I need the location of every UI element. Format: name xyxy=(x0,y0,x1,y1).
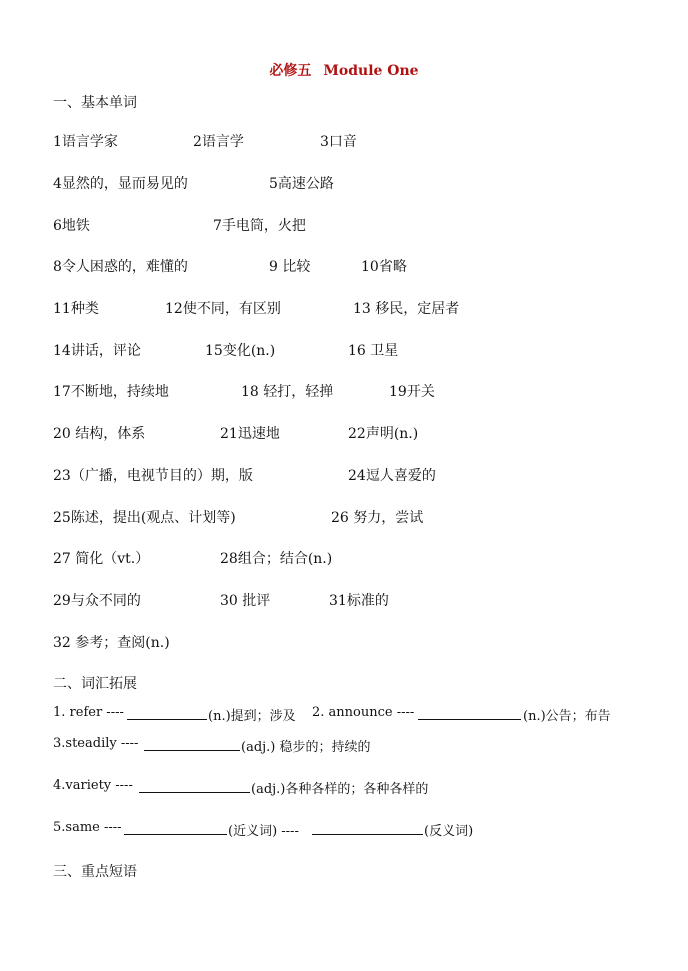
vocab-item: 18 轻打，轻掸 xyxy=(241,384,334,400)
vocab-item: 19开关 xyxy=(389,384,435,400)
expand-meaning-announce: (n.)公告；布告 xyxy=(523,709,611,724)
expand-word-steadily: 3.steadily ---- xyxy=(53,736,139,751)
vocab-item: 25陈述，提出(观点、计划等) xyxy=(53,510,236,526)
vocab-item: 2语言学 xyxy=(193,134,244,150)
answer-blank-same-antonym[interactable] xyxy=(312,820,423,835)
expand-synonym-label: (近义词) ---- xyxy=(228,824,299,839)
vocab-item: 17不断地，持续地 xyxy=(53,384,169,400)
vocab-item: 32 参考；查阅(n.) xyxy=(53,635,170,651)
title-cn: 必修五 xyxy=(269,63,312,79)
vocab-item: 16 卫星 xyxy=(348,343,399,359)
vocab-item: 26 努力，尝试 xyxy=(331,510,424,526)
vocab-item: 8令人困惑的，难懂的 xyxy=(53,259,188,275)
vocab-item: 13 移民，定居者 xyxy=(353,301,460,317)
vocab-item: 23（广播，电视节目的）期，版 xyxy=(53,468,253,484)
vocab-item: 20 结构，体系 xyxy=(53,426,146,442)
vocab-item: 7手电筒，火把 xyxy=(213,218,306,234)
vocab-item: 21迅速地 xyxy=(220,426,280,442)
answer-blank-steadily[interactable] xyxy=(144,736,240,751)
vocab-item: 12使不同，有区别 xyxy=(165,301,281,317)
expand-meaning-refer: (n.)提到；涉及 xyxy=(208,709,296,724)
answer-blank-announce[interactable] xyxy=(418,705,521,720)
title-en: Module One xyxy=(323,63,419,79)
vocab-item: 31标准的 xyxy=(329,593,389,609)
expand-antonym-label: (反义词) xyxy=(424,824,474,839)
vocab-item: 10省略 xyxy=(361,259,407,275)
expand-word-announce: 2. announce ---- xyxy=(312,705,415,720)
expand-word-same: 5.same ---- xyxy=(53,820,122,835)
vocab-item: 29与众不同的 xyxy=(53,593,141,609)
vocab-item: 11种类 xyxy=(53,301,99,317)
expand-meaning-variety: (adj.)各种各样的；各种各样的 xyxy=(251,782,429,797)
vocab-item: 22声明(n.) xyxy=(348,426,419,442)
section-heading-basic-words: 一、基本单词 xyxy=(53,95,137,111)
page-title xyxy=(0,60,688,80)
answer-blank-variety[interactable] xyxy=(139,778,250,793)
section-heading-vocab-expansion: 二、词汇拓展 xyxy=(53,676,137,692)
vocab-item: 6地铁 xyxy=(53,218,90,234)
expand-word-refer: 1. refer ---- xyxy=(53,705,124,720)
vocab-item: 30 批评 xyxy=(220,593,271,609)
vocab-item: 27 简化（vt.） xyxy=(53,551,150,567)
expand-meaning-steadily: (adj.) 稳步的；持续的 xyxy=(241,740,371,755)
vocab-item: 4显然的，显而易见的 xyxy=(53,176,188,192)
vocab-item: 14讲话，评论 xyxy=(53,343,141,359)
section-heading-key-phrases: 三、重点短语 xyxy=(53,864,137,880)
answer-blank-refer[interactable] xyxy=(127,705,207,720)
vocab-item: 15变化(n.) xyxy=(205,343,276,359)
vocab-item: 1语言学家 xyxy=(53,134,118,150)
vocab-item: 9 比较 xyxy=(269,259,311,275)
expand-word-variety: 4.variety ---- xyxy=(53,778,133,793)
vocab-item: 28组合；结合(n.) xyxy=(220,551,333,567)
vocab-item: 5高速公路 xyxy=(269,176,334,192)
vocab-item: 3口音 xyxy=(320,134,357,150)
answer-blank-same-synonym[interactable] xyxy=(124,820,227,835)
vocab-item: 24逗人喜爱的 xyxy=(348,468,436,484)
